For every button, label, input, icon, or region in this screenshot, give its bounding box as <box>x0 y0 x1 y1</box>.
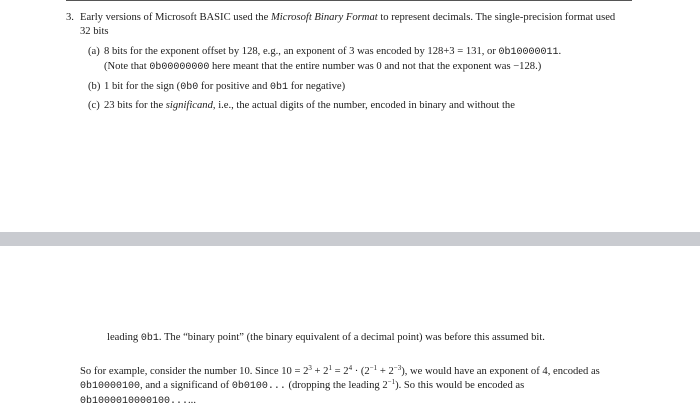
code: 0b10000011 <box>498 47 559 58</box>
item-body: 8 bits for the exponent offset by 128, e.g., an exponent of 3 was encoded by 128+3 = 131, or 0b10000011. (Note that 0b00000000 here meant that the entire number was 0 and not that the exponent was −128.) <box>104 46 562 73</box>
item-label: (c) <box>88 100 100 111</box>
example-paragraph: So for example, consider the number 10. Since $10 = 2^3 + 2^1 = 2^4 \cdot (2^{-1} + 2^{-3})$, we would have an exponent of 4, encoded as 0b10000100, and a significand of 0b0100... (dropping the leading $2^{-1}$). So this would be encoded as 0b1000010000100...... <box>80 364 600 407</box>
code: 0b1 <box>270 82 289 93</box>
code: 0b00000000 <box>149 62 210 73</box>
item-label: (b) <box>88 81 101 92</box>
code: 0b10000100 <box>80 381 141 392</box>
item-body: 23 bits for the significand, i.e., the actual digits of the number, encoded in binary and without the <box>104 100 515 111</box>
item-body: 1 bit for the sign (0b0 for positive and 0b1 for negative) <box>104 81 346 93</box>
document-page-bottom <box>0 246 700 411</box>
code: 0b1000010000100... <box>80 396 189 407</box>
code: 0b0100... <box>231 381 286 392</box>
item-label: (a) <box>88 46 100 57</box>
code: 0b1 <box>140 333 159 344</box>
continuation-text: leading 0b1. The “binary point” (the binary equivalent of a decimal point) was before this assumed bit. <box>107 332 545 344</box>
question-number: 3. <box>66 12 74 23</box>
question-intro: Early versions of Microsoft BASIC used the Microsoft Binary Format to represent decimals. The single-precision format used 32 bits <box>80 12 616 37</box>
top-rule <box>66 0 632 1</box>
page-gap <box>0 232 700 246</box>
code: 0b0 <box>180 82 199 93</box>
format-name: Microsoft Binary Format <box>270 12 378 23</box>
